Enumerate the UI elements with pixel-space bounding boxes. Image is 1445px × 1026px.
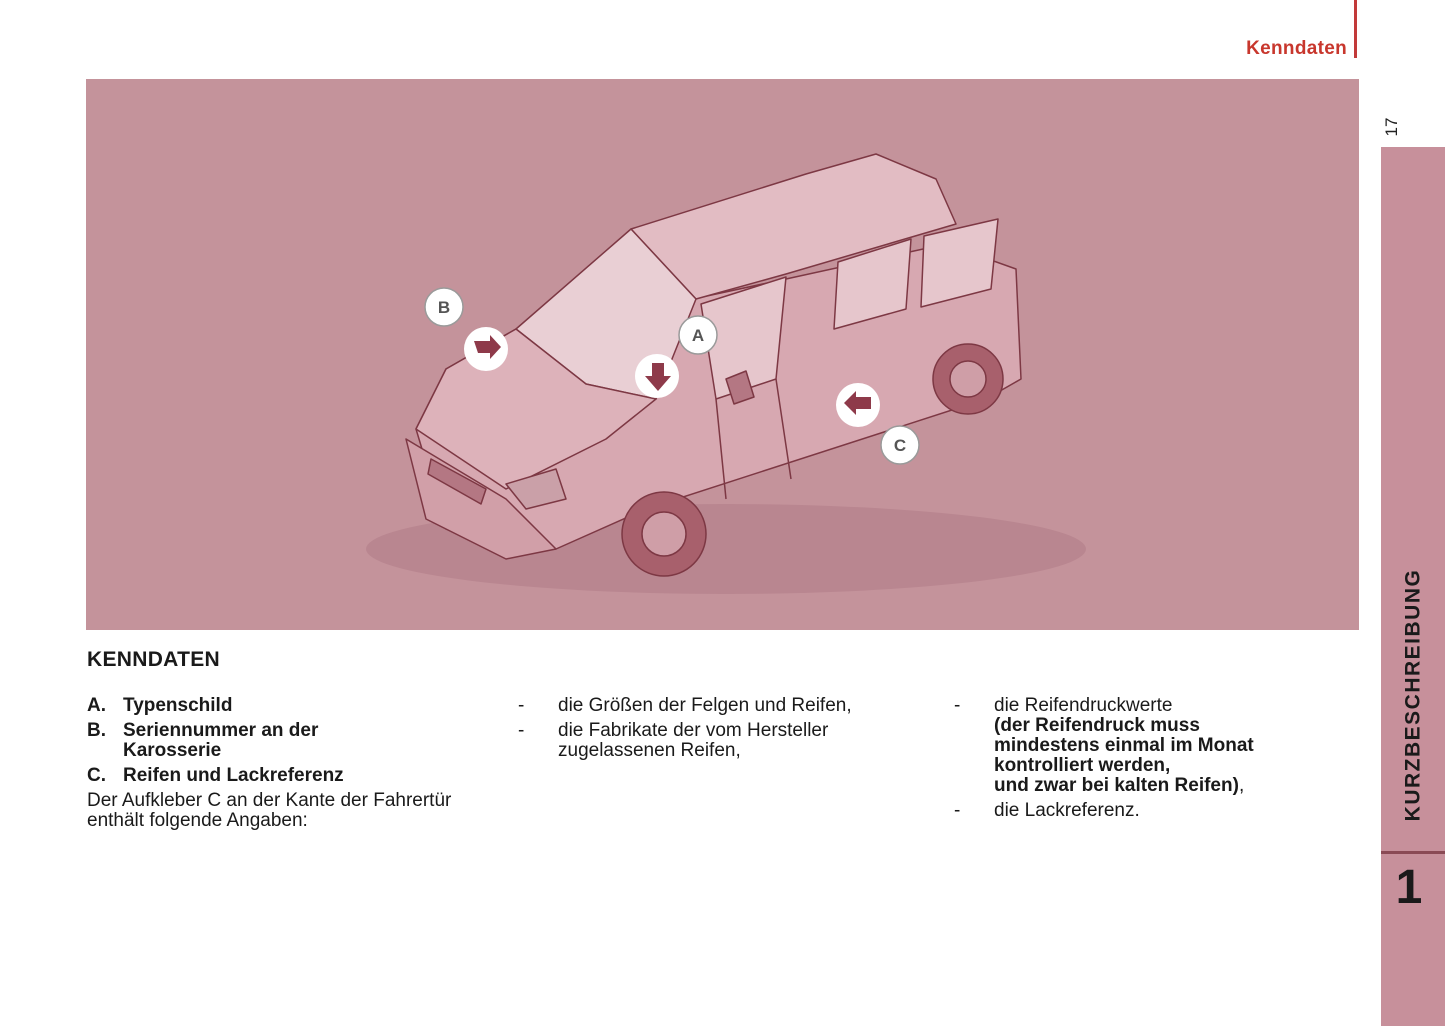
tire-pressure-note: (der Reifendruck muss [994,715,1200,736]
marker-c-label: C [893,436,907,455]
middle-list [518,696,928,766]
legend-text: Typenschild [123,695,233,716]
section-heading: KENNDATEN [87,648,220,671]
right-list [954,696,1334,826]
section-title: Kenndaten [1246,38,1347,59]
list-item [518,721,928,761]
list-dash: - [954,695,961,716]
legend-letter: A. [87,695,106,716]
list-dash: - [518,695,525,716]
list-item-lead: die Reifendruckwerte [994,695,1173,716]
chapter-number: 1 [1395,861,1423,914]
legend-letter: C. [87,765,106,786]
header-rule [1354,0,1357,58]
legend-text: Reifen und Lackreferenz [123,765,344,786]
marker-b-label: B [437,298,451,317]
chapter-tab-label: KURZBESCHREIBUNG [1401,568,1424,822]
page-number: 17 [1382,117,1401,137]
list-item-text [994,696,1254,796]
list-dash: - [518,720,525,741]
marker-b-icon [425,288,508,371]
legend-letter: B. [87,720,106,741]
list-dash: - [954,800,961,821]
legend-text: Seriennummer an der Karosserie [123,720,319,761]
legend-item-c [87,766,487,786]
chapter-rule [1381,851,1445,854]
list-item-text: die Fabrikate der vom Hersteller zugelassenen Reifen, [558,720,829,761]
legend-column [87,696,487,831]
list-item-suffix: , [1238,775,1245,796]
legend-item-a [87,696,487,716]
list-item [518,696,928,716]
list-item [954,801,1334,821]
legend-item-b [87,721,487,761]
tire-pressure-note: kontrolliert werden, [994,755,1171,776]
tire-pressure-note: mindestens einmal im Monat [994,735,1254,756]
list-item-text: die Größen der Felgen und Reifen, [558,695,852,716]
vehicle-illustration [86,79,1359,630]
tire-pressure-note: und zwar bei kalten Reifen) [994,775,1239,796]
list-item [954,696,1334,796]
marker-a-label: A [691,326,705,345]
intro-paragraph: Der Aufkleber C an der Kante der Fahrertür enthält folgende Angaben: [87,790,452,831]
list-item-text: die Lackreferenz. [994,800,1140,821]
